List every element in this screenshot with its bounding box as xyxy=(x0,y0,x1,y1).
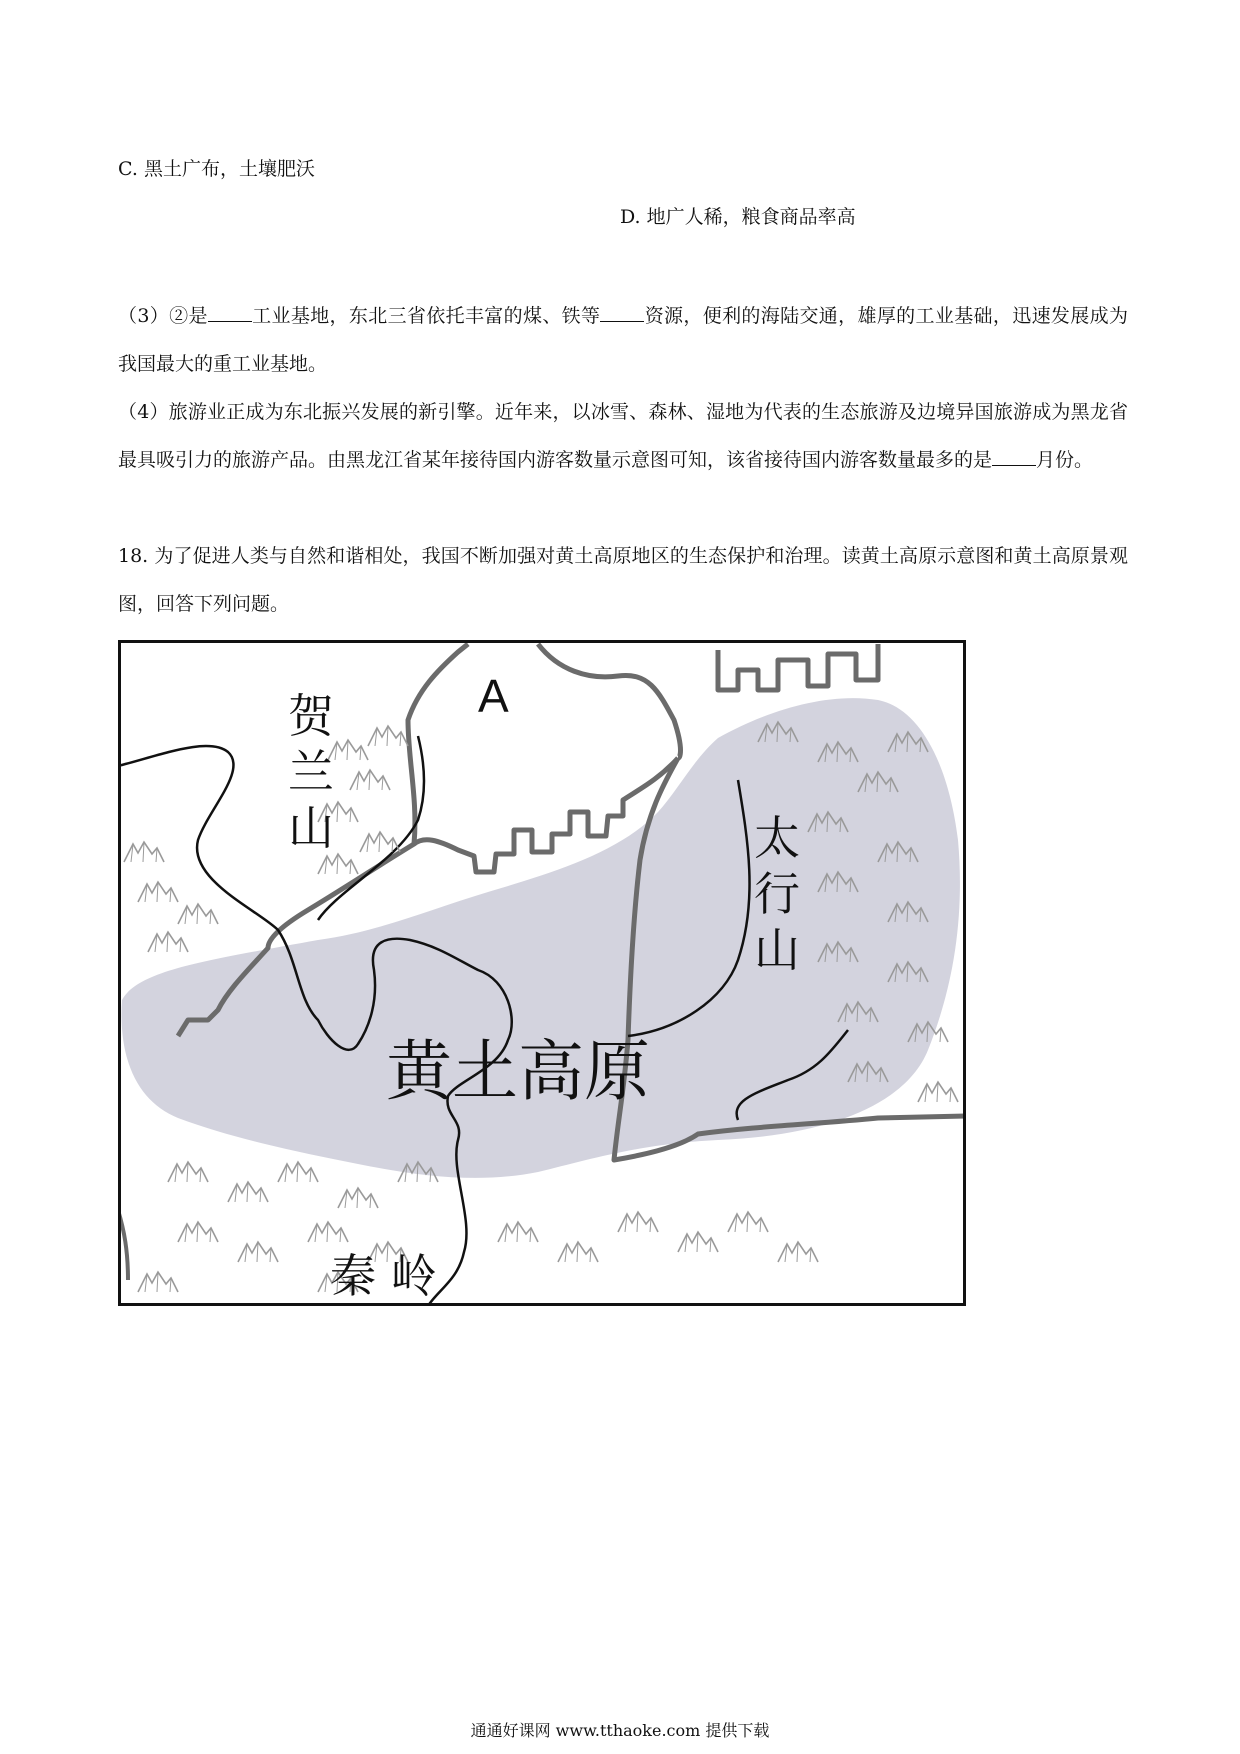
option-d: D. 地广人稀，粮食商品率高 xyxy=(620,206,856,228)
loess-plateau-map xyxy=(118,640,966,1306)
label-loess-plateau: 黄土高原 xyxy=(386,1033,650,1110)
label-taihang-1: 太 xyxy=(754,811,800,865)
question-18: 18. 为了促进人类与自然和谐相处，我国不断加强对黄土高原地区的生态保护和治理。读黄土高原示意图和黄土高原景观图，回答下列问题。 xyxy=(118,545,1128,615)
q4-text-1: （4）旅游业正成为东北振兴发展的新引擎。近年来，以冰雪、森林、湿地为代表的生态旅游及边境异国旅游成为黑龙省最具吸引力的旅游产品。由黑龙江省某年接待国内游客数量示意图可知，该省接待国内游客数量最多的是 xyxy=(118,401,1128,471)
label-taihang-3: 山 xyxy=(754,923,800,977)
q3-text-1: （3）②是 xyxy=(118,305,208,327)
q4-blank[interactable] xyxy=(992,445,1036,466)
question-4 xyxy=(118,388,1128,484)
label-qinling: 秦 岭 xyxy=(330,1249,437,1303)
q4-text-2: 月份。 xyxy=(1036,449,1094,471)
q3-blank-1[interactable] xyxy=(208,301,252,322)
option-c: C. 黑土广布，土壤肥沃 xyxy=(118,158,315,180)
label-a: A xyxy=(478,670,509,722)
q3-text-3: 资源，便利的海陆交通，雄厚的工业基础，迅速发展成为我国最大的重工业基地。 xyxy=(118,305,1128,375)
label-helan-1: 贺 xyxy=(288,689,334,743)
q3-blank-2[interactable] xyxy=(600,301,644,322)
q3-text-2: 工业基地，东北三省依托丰富的煤、铁等 xyxy=(251,305,601,327)
label-taihang-mountain xyxy=(754,811,800,977)
label-helan-2: 兰 xyxy=(288,745,334,799)
page-footer: 通通好课网 www.tthaoke.com 提供下载 xyxy=(470,1721,770,1740)
label-helan-3: 山 xyxy=(288,801,334,855)
label-taihang-2: 行 xyxy=(754,867,800,921)
label-helan-mountain xyxy=(288,689,336,855)
question-3 xyxy=(118,292,1128,388)
